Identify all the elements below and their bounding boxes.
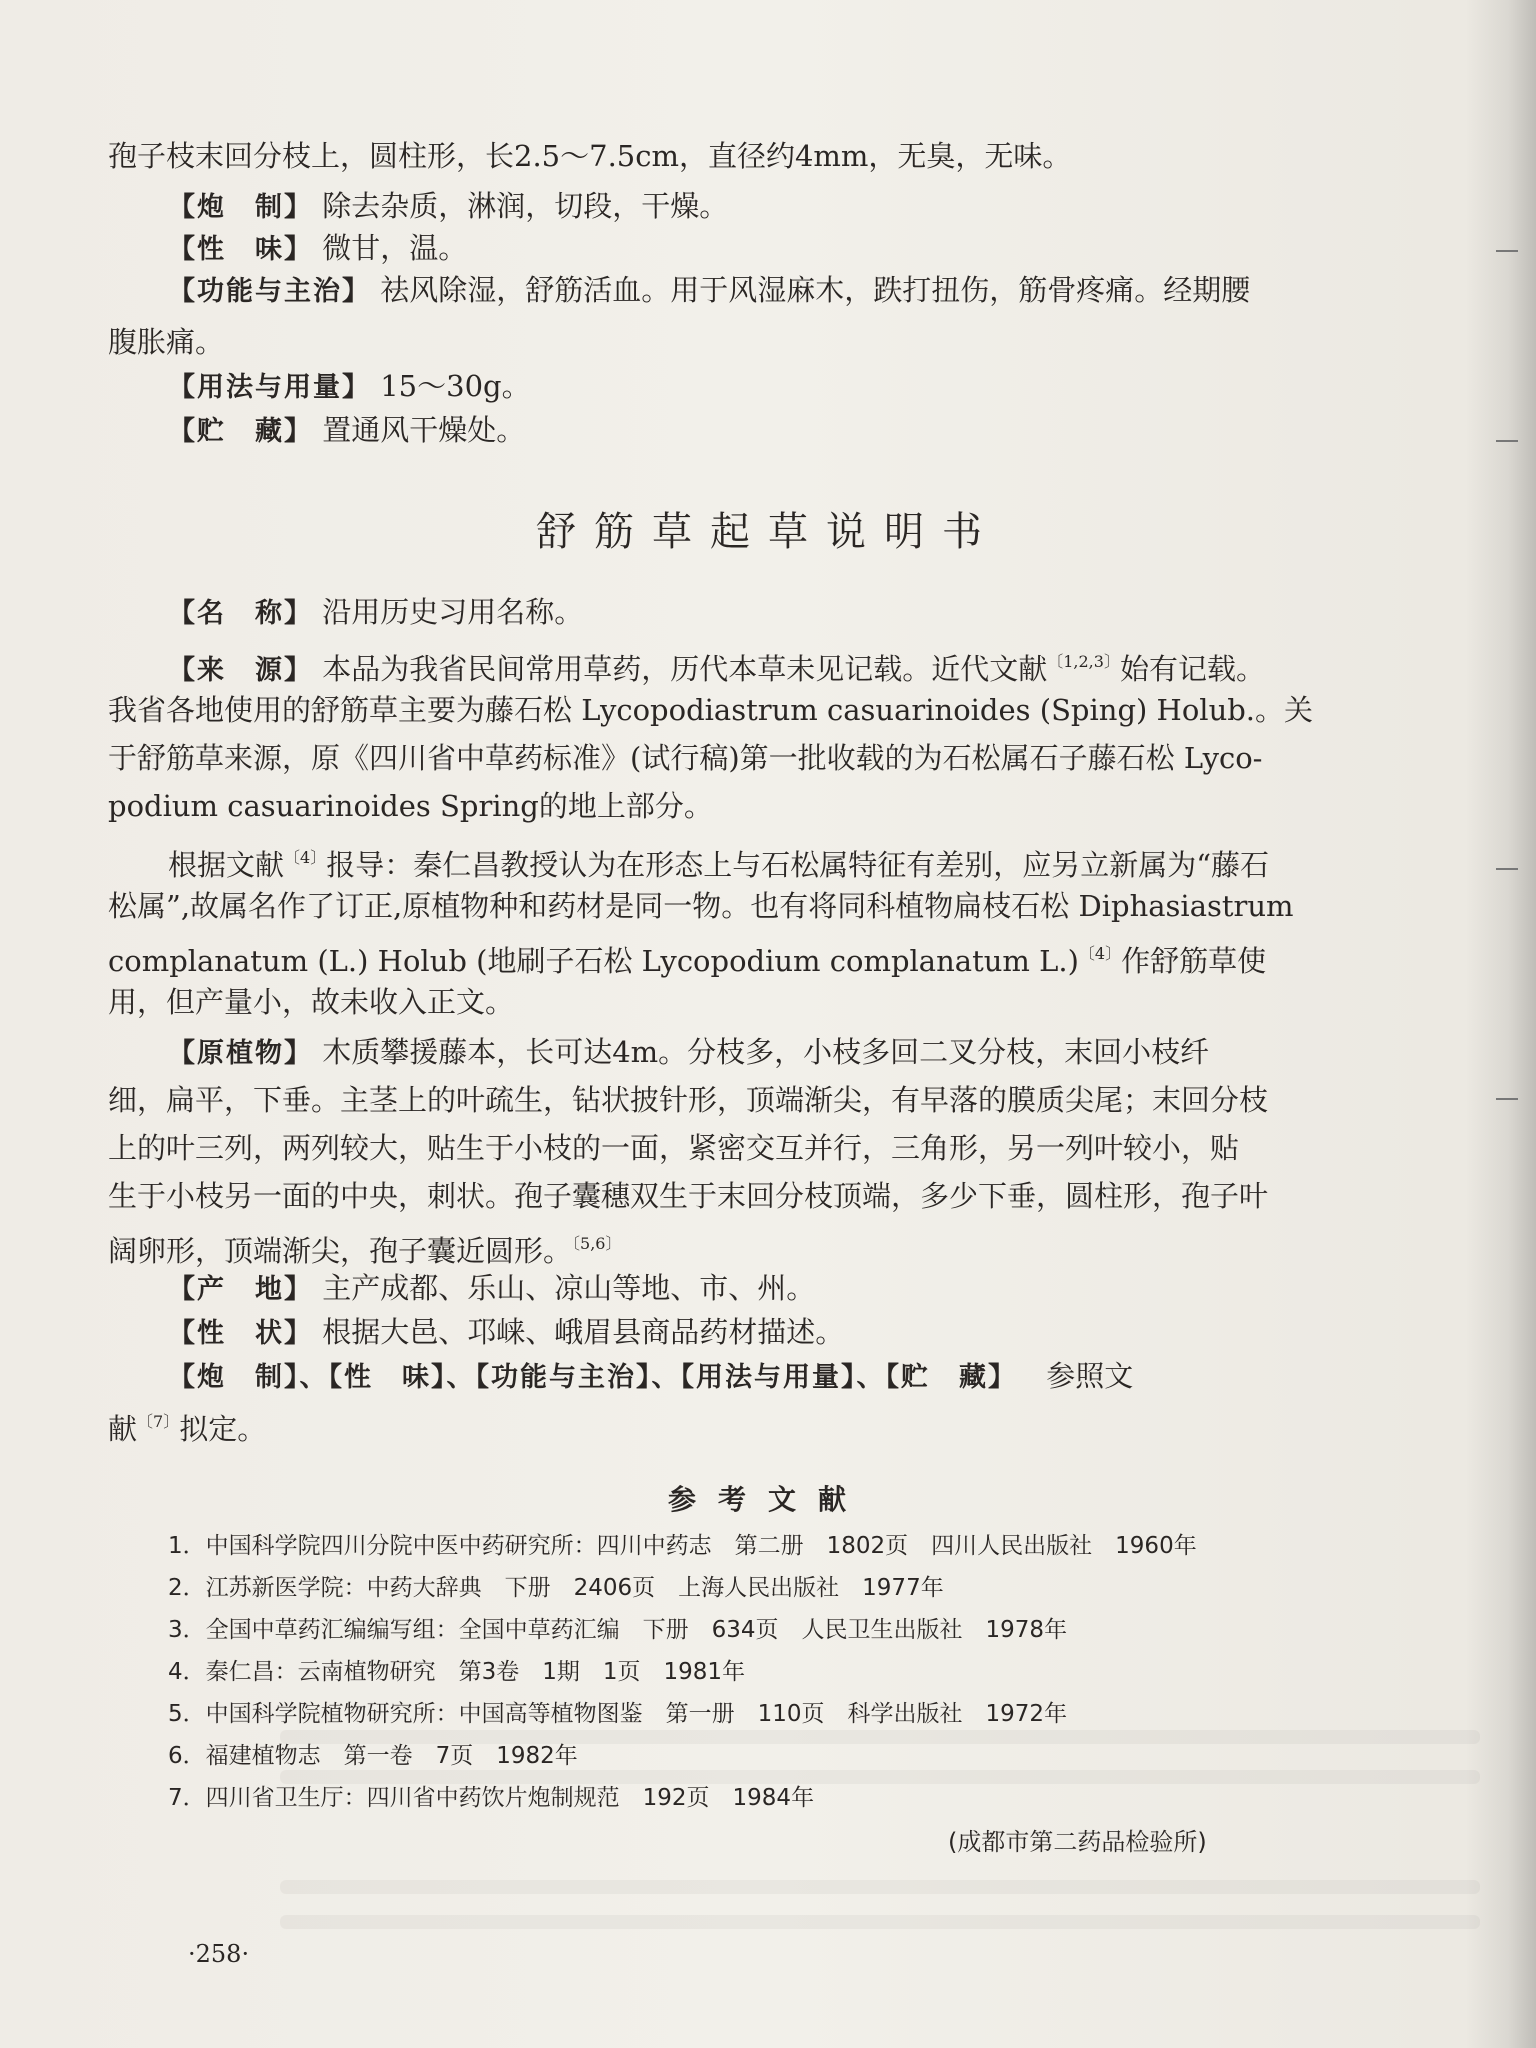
usage-row [168, 366, 1358, 408]
text-line: 我省各地使用的舒筋草主要为藤石松 Lycopodiastrum casuarinoides (Sping) Holub.。关 [108, 693, 1314, 727]
section-text: 拟定。 [179, 1412, 267, 1446]
source-row [168, 642, 1358, 691]
section-label: 【炮 制】、【性 味】、【功能与主治】、【用法与用量】、【贮 藏】 [168, 1362, 1017, 1393]
section-label: 【名 称】 [168, 598, 313, 629]
bleed-through [280, 1915, 1480, 1929]
section-text: 报导：秦仁昌教授认为在形态上与石松属特征有差别，应另立新属为“藤石 [326, 848, 1270, 882]
text-line [108, 1224, 1358, 1271]
section-text: 作舒筋草使 [1121, 944, 1267, 978]
citation: 〔4〕 [1078, 944, 1122, 963]
text-line [108, 1402, 1358, 1449]
reference-item: 3．全国中草药汇编编写组：全国中草药汇编 下册 634页 人民卫生出版社 1978年 [168, 1617, 1068, 1643]
section-text: 阔卵形，顶端渐尖，孢子囊近圆形。 [108, 1234, 573, 1268]
citation: 〔4〕 [284, 848, 327, 867]
section-label: 【产 地】 [168, 1274, 313, 1305]
section-label: 【性 状】 [168, 1318, 313, 1349]
author-organization: (成都市第二药品检验所) [948, 1828, 1207, 1856]
section-text: 除去杂质，淋润，切段，干燥。 [322, 189, 729, 223]
taste-row [168, 228, 1358, 270]
section-label: 【用法与用量】 [168, 372, 371, 403]
citation: 〔7〕 [137, 1412, 180, 1431]
section-label: 【贮 藏】 [168, 416, 313, 447]
text-line: 松属”,故属名作了订正,原植物种和药材是同一物。也有将同科植物扁枝石松 Diphasiastrum [108, 889, 1294, 923]
section-label: 【来 源】 [168, 655, 313, 686]
plant-row [168, 1032, 1358, 1074]
text-line: podium casuarinoides Spring的地上部分。 [108, 789, 713, 823]
storage-row [168, 410, 1358, 452]
text-line: 腹胀痛。 [108, 325, 225, 359]
combined-row [168, 1356, 1358, 1398]
origin-row [168, 1268, 1358, 1310]
section-text: 献 [108, 1412, 138, 1446]
section-text: 本品为我省民间常用草药，历代本草未见记载。近代文献 [322, 652, 1048, 686]
page-number: ·258· [188, 1940, 250, 1968]
section-text: 主产成都、乐山、凉山等地、市、州。 [322, 1271, 816, 1305]
reference-item: 5．中国科学院植物研究所：中国高等植物图鉴 第一册 110页 科学出版社 1972年 [168, 1701, 1068, 1727]
text-line: 于舒筋草来源，原《四川省中草药标准》(试行稿)第一批收载的为石松属石子藤石松 Lyco- [108, 741, 1263, 775]
reference-item: 1．中国科学院四川分院中医中药研究所：四川中药志 第二册 1802页 四川人民出版社 1960年 [168, 1533, 1197, 1559]
text-line [108, 934, 1358, 981]
section-text: 15～30g。 [380, 369, 531, 403]
references-heading: 参考文献 [667, 1483, 868, 1516]
section-label: 【炮 制】 [168, 192, 313, 223]
processing-row [168, 186, 1358, 228]
section-label: 【原植物】 [168, 1038, 313, 1069]
reference-item: 2．江苏新医学院：中药大辞典 下册 2406页 上海人民出版社 1977年 [168, 1575, 944, 1601]
citation: 〔1,2,3〕 [1047, 652, 1120, 671]
section-text: 沿用历史习用名称。 [322, 595, 584, 629]
function-row [168, 270, 1358, 312]
edge-mark [1496, 250, 1518, 252]
reference-item: 4．秦仁昌：云南植物研究 第3卷 1期 1页 1981年 [168, 1659, 746, 1685]
section-text: 置通风干燥处。 [322, 413, 526, 447]
section-text: complanatum (L.) Holub (地刷子石松 Lycopodium complanatum L.) [108, 944, 1079, 978]
text-line: 用，但产量小，故未收入正文。 [108, 985, 515, 1019]
section-label: 【功能与主治】 [168, 276, 371, 307]
section-label: 【性 味】 [168, 234, 313, 265]
page-title: 舒筋草起草说明书 [536, 509, 1000, 555]
section-text: 微甘，温。 [322, 231, 468, 265]
reference-item: 7．四川省卫生厅：四川省中药饮片炮制规范 192页 1984年 [168, 1785, 815, 1811]
character-row [168, 1312, 1358, 1354]
edge-mark [1496, 440, 1518, 442]
section-text: 祛风除湿，舒筋活血。用于风湿麻木，跌打扭伤，筋骨疼痛。经期腰 [380, 273, 1251, 307]
section-text: 根据文献 [168, 848, 285, 882]
text-line: 上的叶三列，两列较大，贴生于小枝的一面，紧密交互并行，三角形，另一列叶较小，贴 [108, 1131, 1240, 1165]
section-text: 木质攀援藤本，长可达4m。分枝多，小枝多回二叉分枝，末回小枝纤 [322, 1035, 1210, 1069]
citation: 〔5,6〕 [572, 1234, 622, 1253]
edge-mark [1496, 1098, 1518, 1100]
text-line: 细，扁平，下垂。主茎上的叶疏生，钻状披针形，顶端渐尖，有早落的膜质尖尾；末回分枝 [108, 1083, 1269, 1117]
basis-row [168, 838, 1358, 885]
text-line: 孢子枝末回分枝上，圆柱形，长2.5～7.5cm，直径约4mm，无臭，无味。 [108, 139, 1072, 173]
name-row [168, 592, 1358, 634]
section-text: 根据大邑、邛崃、峨眉县商品药材描述。 [322, 1315, 845, 1349]
text-line: 生于小枝另一面的中央，刺状。孢子囊穗双生于末回分枝顶端，多少下垂，圆柱形，孢子叶 [108, 1179, 1269, 1213]
section-text: 始有记载。 [1119, 652, 1265, 686]
edge-mark [1496, 868, 1518, 870]
section-text: 参照文 [1046, 1359, 1134, 1393]
reference-item: 6．福建植物志 第一卷 7页 1982年 [168, 1743, 578, 1769]
bleed-through [280, 1880, 1480, 1894]
